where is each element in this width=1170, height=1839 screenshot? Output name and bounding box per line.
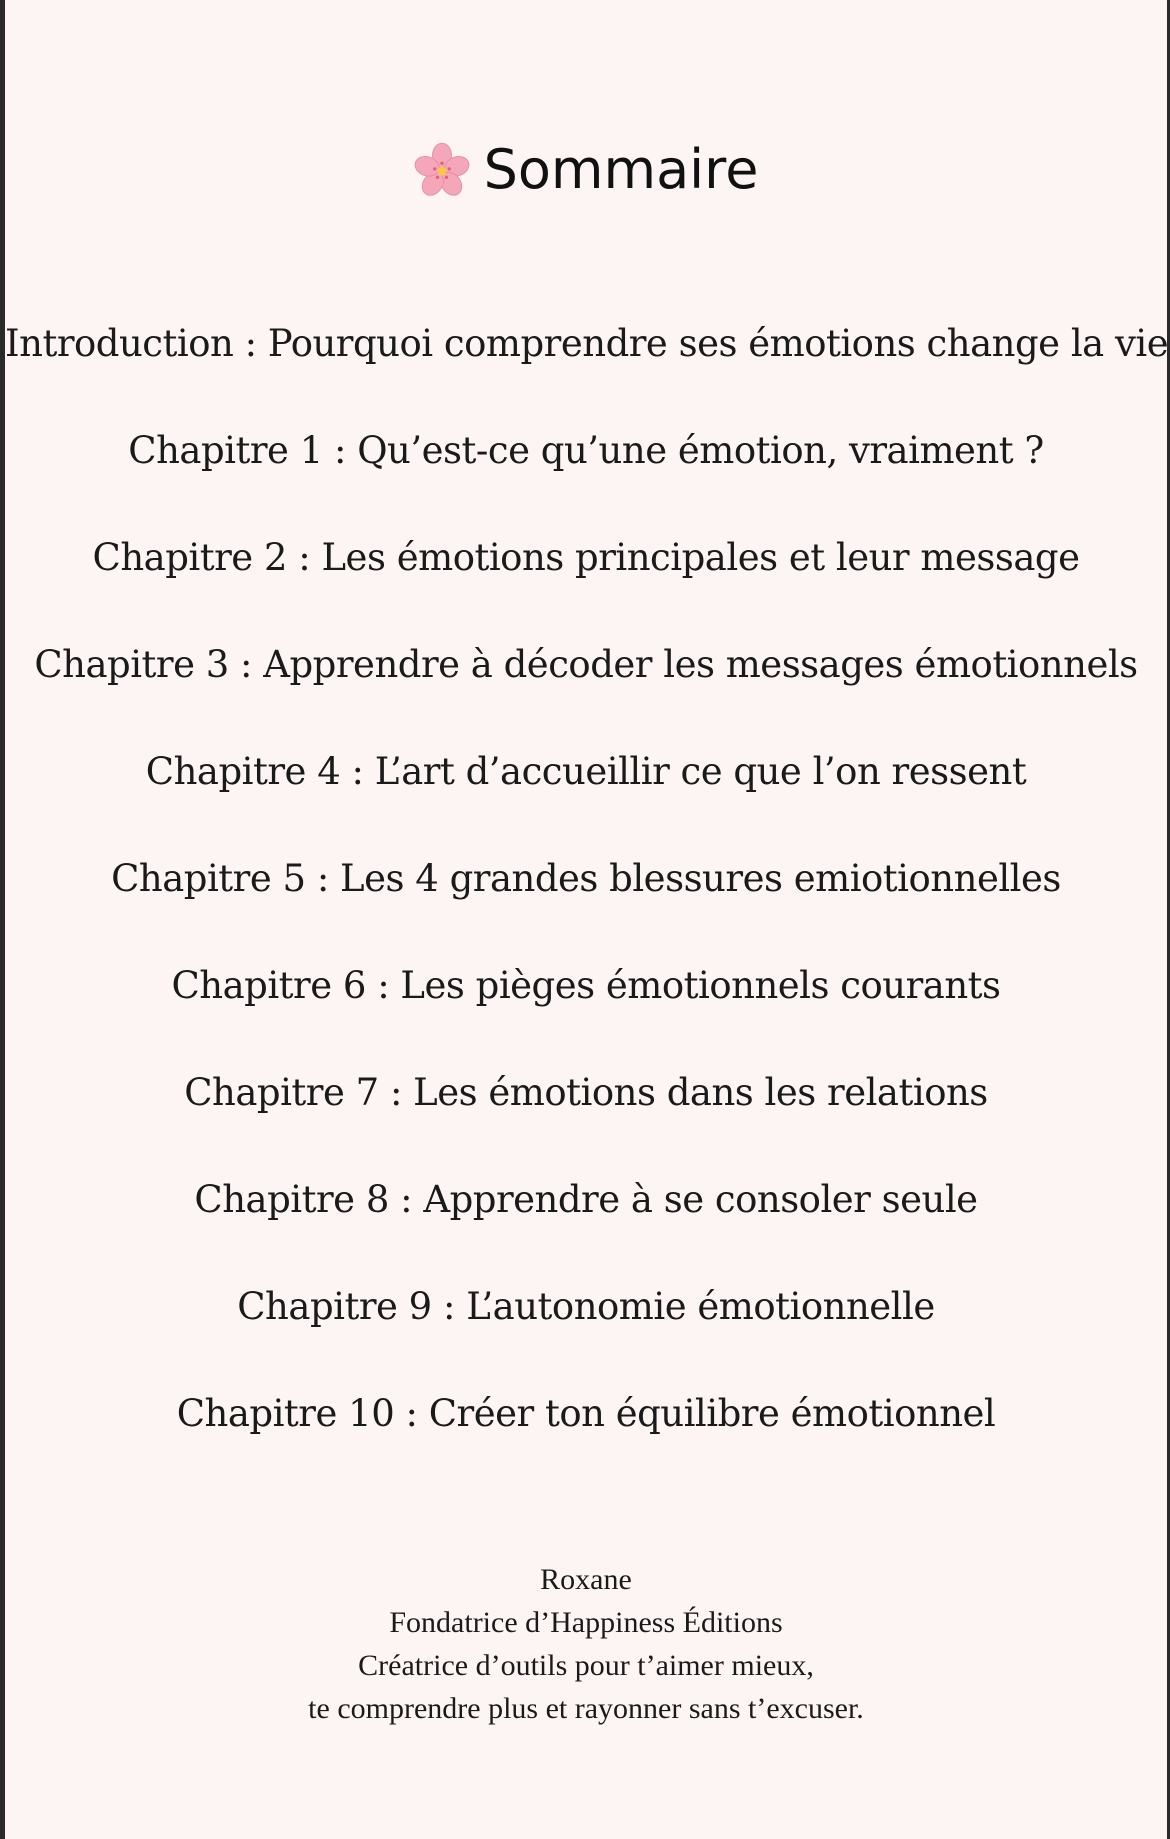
table-of-contents [5,314,1167,1491]
toc-item-chapter-4: Chapitre 4 : L’art d’accueillir ce que l’on ressent [145,750,1027,793]
author-name: Roxane [540,1563,632,1596]
page-title-text: Sommaire [483,138,759,201]
toc-item-chapter-5: Chapitre 5 : Les 4 grandes blessures emiotionnelles [111,857,1061,900]
toc-item-chapter-6: Chapitre 6 : Les pièges émotionnels courants [171,964,1001,1007]
toc-item-chapter-7: Chapitre 7 : Les émotions dans les relations [184,1071,988,1114]
toc-item-chapter-10: Chapitre 10 : Créer ton équilibre émotionnel [176,1392,996,1435]
author-tagline-2: te comprendre plus et rayonner sans t’excuser. [308,1692,864,1725]
author-role: Fondatrice d’Happiness Éditions [389,1606,783,1639]
cherry-blossom-icon [414,142,470,198]
toc-item-chapter-8: Chapitre 8 : Apprendre à se consoler seule [194,1178,978,1221]
author-signature [5,1558,1167,1730]
toc-item-introduction: Introduction : Pourquoi comprendre ses émotions change la vie [5,322,1169,365]
author-tagline-1: Créatrice d’outils pour t’aimer mieux, [358,1649,814,1682]
toc-item-chapter-2: Chapitre 2 : Les émotions principales et leur message [92,536,1080,579]
page-title [5,138,1167,201]
toc-item-chapter-3: Chapitre 3 : Apprendre à décoder les messages émotionnels [34,643,1138,686]
toc-item-chapter-1: Chapitre 1 : Qu’est-ce qu’une émotion, vraiment ? [128,429,1044,472]
toc-item-chapter-9: Chapitre 9 : L’autonomie émotionnelle [237,1285,935,1328]
